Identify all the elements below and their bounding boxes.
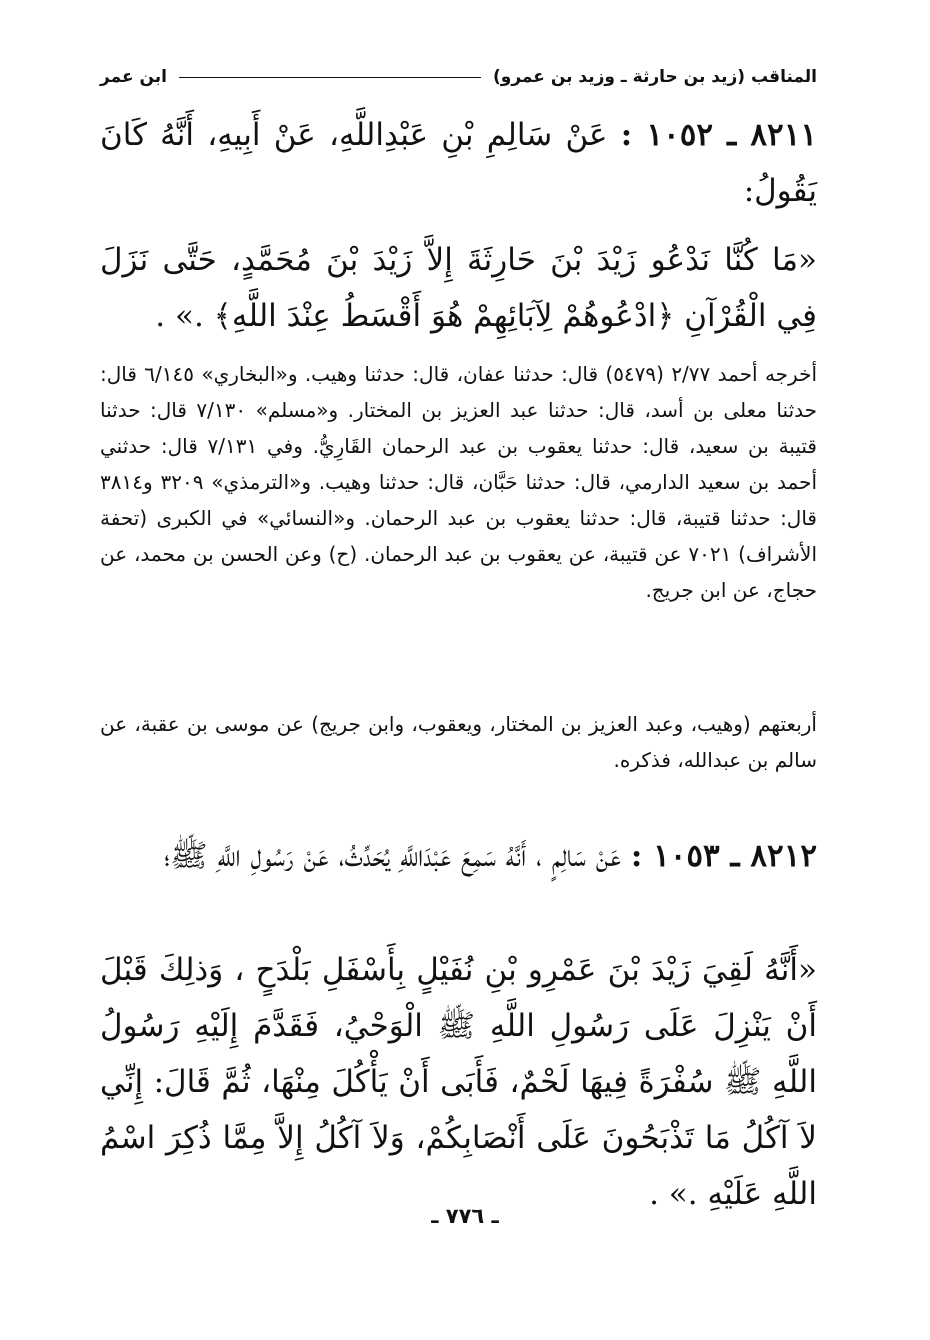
hadith-8212-matn [100, 942, 817, 1222]
header-section-title: ابن عمر [100, 67, 168, 87]
hadith-8211-isnad [100, 107, 817, 219]
hadith-isnad: عَنْ سَالِمٍ ، أَنَّهُ سَمِعَ عَبْدَاللَّهِ يُحَدِّثُ، عَنْ رَسُولِ اللَّهِ ﷺ؛ [163, 838, 621, 874]
page-number: ـ ٧٧٦ ـ [431, 1204, 499, 1228]
header-chapter-title: المناقب (زيد بن حارثة ـ وزيد بن عمرو) [492, 67, 817, 87]
running-header [100, 62, 817, 92]
hadith-8212-isnad [100, 828, 817, 884]
hadith-number: ٨٢١٢ ـ ١٠٥٣ : [630, 838, 817, 874]
hadith-number: ٨٢١١ ـ ١٠٥٢ : [620, 117, 818, 153]
hadith-matn: «مَا كُنَّا نَدْعُو زَيْدَ بْنَ حَارِثَةَ إِلاَّ زَيْدَ بْنَ مُحَمَّدٍ، حَتَّى نَزَلَ فِي الْقُرْآنِ ﴿ادْعُوهُمْ لِآبَائِهِمْ هُوَ أَقْسَطُ عِنْدَ اللَّهِ﴾ .» . [100, 242, 817, 334]
takhrij-paragraph-2: أربعتهم (وهيب، وعبد العزيز بن المختار، ويعقوب، وابن جريج) عن موسى بن عقبة، عن سالم بن عبدالله، فذكره. [100, 712, 817, 772]
takhrij-paragraph: أخرجه أحمد ٢/٧٧ (٥٤٧٩) قال: حدثنا عفان، قال: حدثنا وهيب. و«البخاري» ٦/١٤٥ قال: حدثنا معلى بن أسد، قال: حدثنا عبد العزيز بن المختار. و«مسلم» ٧/١٣٠ قال: حدثنا قتيبة بن سعيد، قال: حدثنا يعقوب بن عبد الرحمان القَارِيُّ. وفي ٧/١٣١ قال: حدثني أحمد بن سعيد الدارمي، قال: حدثنا حَبَّان، قال: حدثنا وهيب. و«الترمذي» ٣٢٠٩ و٣٨١٤ قال: حدثنا قتيبة، قال: حدثنا يعقوب بن عبد الرحمان. و«النسائي» في الكبرى (تحفة الأشراف) ٧٠٢١ عن قتيبة، عن يعقوب بن عبد الرحمان. (ح) وعن الحسن بن محمد، عن حجاج، عن ابن جريج. [100, 362, 818, 602]
hadith-matn: «أَنَّهُ لَقِيَ زَيْدَ بْنَ عَمْرِو بْنِ نُفَيْلٍ بِأَسْفَلِ بَلْدَحٍ ، وَذلِكَ قَبْلَ أَنْ يَنْزِلَ عَلَى رَسُولِ اللَّهِ ﷺ الْوَحْيُ، فَقَدَّمَ إِلَيْهِ رَسُولُ اللَّهِ ﷺ سُفْرَةً فِيهَا لَحْمٌ، فَأَبَى أَنْ يَأْكُلَ مِنْهَا، ثُمَّ قَالَ: إِنِّي لاَ آكُلُ مَا تَذْبَحُونَ عَلَى أَنْصَابِكُمْ، وَلاَ آكُلُ إِلاَّ مِمَّا ذُكِرَ اسْمُ اللَّهِ عَلَيْهِ .» . [100, 952, 817, 1212]
header-rule [179, 77, 481, 78]
hadith-8211-matn [100, 232, 817, 344]
hadith-isnad: عَنْ سَالِمِ بْنِ عَبْدِاللَّهِ، عَنْ أَبِيهِ، أَنَّهُ كَانَ يَقُولُ: [100, 117, 817, 209]
